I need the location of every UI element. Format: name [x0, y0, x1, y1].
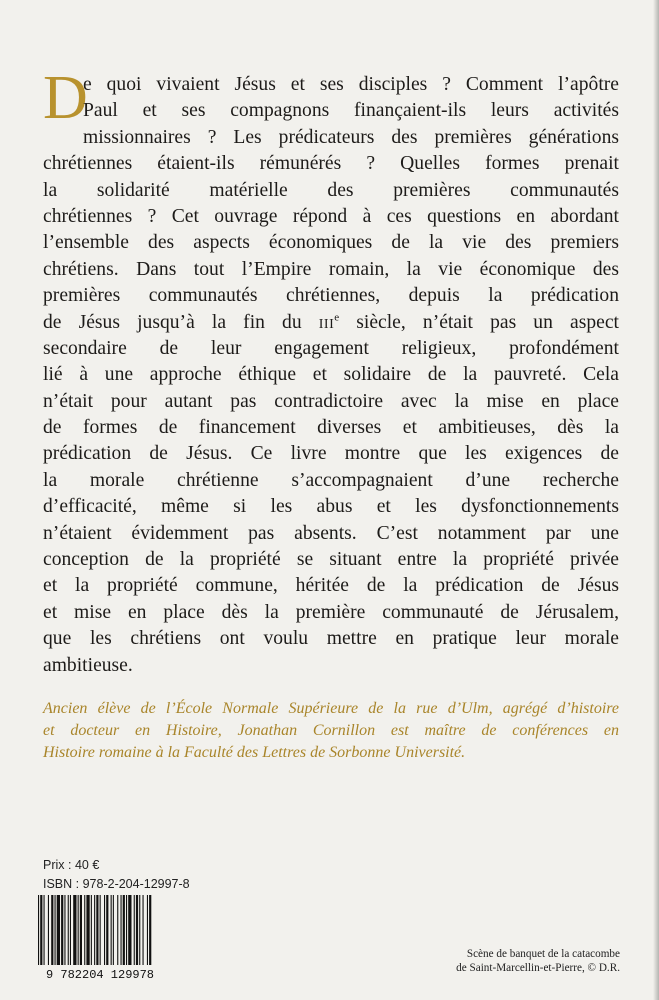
blurb-line: chrétiennes ? Cet ouvrage répond à ces questions en abordant — [43, 205, 619, 227]
blurb-line: chrétiennes étaient-ils rémunérés ? Quelles formes prenait — [43, 153, 619, 175]
blurb-text — [43, 64, 619, 679]
barcode-bar — [126, 895, 127, 965]
drop-cap: D — [43, 64, 88, 132]
barcode-bar — [143, 895, 144, 965]
blurb-line: Paul et ses compagnons finançaient-ils leurs activités — [83, 100, 619, 122]
barcode — [30, 895, 170, 980]
blurb-line: n’était pas un aspect — [422, 311, 619, 333]
blurb-line: de formes de financement diverses et ambitieuses, dès la — [43, 417, 619, 439]
barcode-bar — [113, 895, 114, 965]
image-credit-caption — [362, 947, 620, 975]
barcode-bar — [94, 895, 95, 965]
barcode-bar — [128, 895, 131, 965]
barcode-bar — [44, 895, 45, 965]
barcode-bar — [57, 895, 60, 965]
blurb-line: chrétiens. Dans tout l’Empire romain, la vie économique des — [43, 258, 619, 280]
barcode-bar — [147, 895, 148, 965]
blurb-line: que les chrétiens ont voulu mettre en pratique leur morale — [43, 628, 619, 650]
barcode-bar — [106, 895, 108, 965]
blurb-line: n’étaient évidemment pas absents. C’est notamment par une — [43, 522, 619, 544]
bio-line: et docteur en Histoire, Jonathan Cornillon est maître de conférences en — [43, 722, 619, 739]
century-suffix: siècle, — [339, 311, 406, 333]
barcode-bar — [100, 895, 101, 965]
blurb-line-century — [43, 310, 619, 336]
barcode-bar — [91, 895, 92, 965]
barcode-bar — [70, 895, 71, 965]
blurb-line: et mise en place dès la première communauté de Jérusalem, — [43, 601, 619, 623]
blurb-line: prédication de Jésus. Ce livre montre que les exigences de — [43, 443, 619, 465]
bio-line: Ancien élève de l’École Normale Supérieure de la rue d’Ulm, agrégé d’histoire — [43, 700, 619, 717]
barcode-bar — [134, 895, 135, 965]
barcode-bar — [136, 895, 138, 965]
barcode-bar — [123, 895, 125, 965]
barcode-bar — [48, 895, 49, 965]
caption-line: Scène de banquet de la catacombe — [466, 948, 620, 960]
barcode-bar — [84, 895, 85, 965]
barcode-bar — [68, 895, 69, 965]
caption-line: de Saint-Marcellin-et-Pierre, © D.R. — [456, 962, 620, 974]
barcode-bar — [139, 895, 140, 965]
barcode-bar — [61, 895, 63, 965]
blurb-line: missionnaires ? Les prédicateurs des premières générations — [83, 126, 619, 148]
barcode-bar — [73, 895, 76, 965]
isbn-label: ISBN : 978-2-204-12997-8 — [43, 877, 190, 891]
barcode-bar — [96, 895, 98, 965]
century-prefix: de Jésus jusqu’à la fin du — [43, 311, 319, 333]
barcode-bar — [121, 895, 122, 965]
blurb-line: n’était pour autant pas contradictoire avec la mise en place — [43, 390, 619, 412]
century-roman: III — [318, 316, 335, 332]
barcode-bar — [40, 895, 42, 965]
barcode-bars — [38, 895, 151, 965]
blurb-line: la morale chrétienne s’accompagnaient d’une recherche — [43, 469, 619, 491]
blurb-line: et la propriété commune, héritée de la prédication de Jésus — [43, 575, 619, 597]
blurb-line: la solidarité matérielle des premières communautés — [43, 179, 619, 201]
author-bio — [43, 698, 619, 764]
blurb-line: e quoi vivaient Jésus et ses disciples ? Comment l’apôtre — [83, 74, 619, 95]
blurb-line: conception de la propriété se situant entre la propriété privée — [43, 549, 619, 571]
blurb-line: l’ensemble des aspects économiques de la vie des premiers — [43, 232, 619, 254]
barcode-bar — [80, 895, 82, 965]
barcode-bar — [55, 895, 56, 965]
blurb-line: premières communautés chrétiennes, depuis la prédication — [43, 285, 619, 307]
blurb-line: d’efficacité, même si les abus et les dysfonctionnements — [43, 496, 619, 518]
blurb-line: ambitieuse. — [43, 654, 133, 676]
century-sup: e — [334, 310, 340, 323]
barcode-bar — [38, 895, 39, 965]
bio-line: Histoire romaine à la Faculté des Lettres de Sorbonne Université. — [43, 744, 466, 761]
barcode-bar — [149, 895, 151, 965]
price-label: Prix : 40 € — [43, 858, 100, 872]
barcode-bar — [51, 895, 53, 965]
barcode-bar — [64, 895, 65, 965]
page-edge-shadow — [653, 0, 659, 1000]
barcode-bar — [104, 895, 105, 965]
barcode-bar — [117, 895, 118, 965]
blurb-line: lié à une approche éthique et solidaire de la pauvreté. Cela — [43, 364, 619, 386]
barcode-digits: 9 782204 129978 — [45, 968, 155, 980]
blurb-line: secondaire de leur engagement religieux, profondément — [43, 337, 619, 359]
barcode-bar — [78, 895, 79, 965]
barcode-bar — [111, 895, 112, 965]
barcode-bar — [86, 895, 89, 965]
